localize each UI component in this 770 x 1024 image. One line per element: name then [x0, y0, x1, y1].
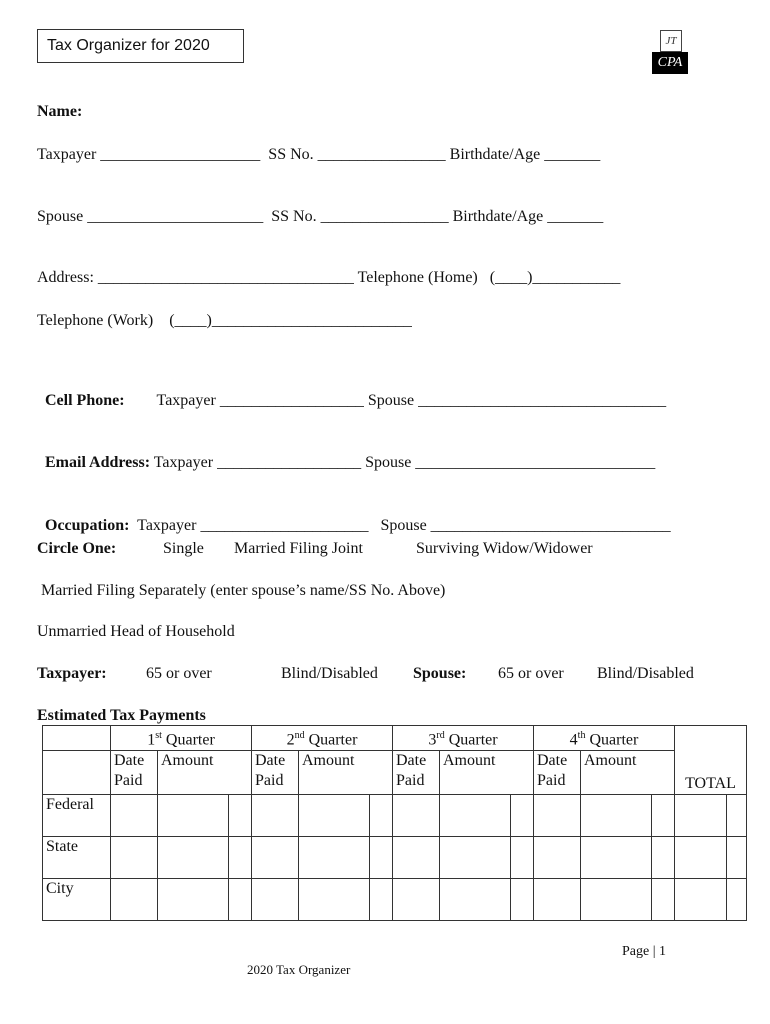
amount-header: Amount — [581, 751, 675, 795]
input-cell[interactable] — [675, 879, 727, 921]
input-cell[interactable] — [252, 795, 299, 837]
input-cell[interactable] — [393, 837, 440, 879]
date-paid-header: Date Paid — [393, 751, 440, 795]
input-cell[interactable] — [652, 837, 675, 879]
date-paid-header: Date Paid — [111, 751, 158, 795]
blank-label-cell — [43, 751, 111, 795]
status-head-of-household[interactable]: Unmarried Head of Household — [37, 623, 235, 640]
input-cell[interactable] — [111, 837, 158, 879]
input-cell[interactable] — [727, 795, 747, 837]
logo-mark-icon: JT — [660, 30, 682, 52]
status-married-joint[interactable]: Married Filing Joint — [234, 540, 363, 557]
input-cell[interactable] — [252, 837, 299, 879]
input-cell[interactable] — [158, 795, 229, 837]
input-cell[interactable] — [727, 879, 747, 921]
taxpayer-info-line[interactable]: Taxpayer ____________________ SS No. ________________ Birthdate/Age _______ — [37, 146, 601, 163]
input-cell[interactable] — [581, 879, 652, 921]
date-paid-header: Date Paid — [252, 751, 299, 795]
input-cell[interactable] — [111, 879, 158, 921]
cell-phone-label: Cell Phone: — [45, 392, 125, 409]
document-title: Tax Organizer for 2020 — [37, 29, 244, 63]
quarter-3-header: 3rd Quarter — [393, 726, 534, 751]
date-paid-header: Date Paid — [534, 751, 581, 795]
cell-phone-fields[interactable]: Taxpayer __________________ Spouse _______________________________ — [156, 392, 667, 409]
input-cell[interactable] — [511, 795, 534, 837]
input-cell[interactable] — [229, 879, 252, 921]
input-cell[interactable] — [440, 837, 511, 879]
amount-header: Amount — [299, 751, 393, 795]
row-label-federal: Federal — [43, 795, 111, 837]
occupation-row[interactable] — [37, 499, 671, 535]
email-fields[interactable]: Taxpayer __________________ Spouse ______________________________ — [150, 454, 656, 471]
footer-title: 2020 Tax Organizer — [247, 962, 351, 977]
subheader-row — [43, 751, 747, 795]
logo-text: CPA — [652, 52, 688, 74]
occupation-label: Occupation: — [45, 517, 130, 534]
input-cell[interactable] — [370, 879, 393, 921]
spouse-status-label: Spouse: — [413, 665, 467, 682]
input-cell[interactable] — [299, 795, 370, 837]
spouse-65-option[interactable]: 65 or over — [498, 665, 564, 682]
input-cell[interactable] — [675, 795, 727, 837]
spouse-info-line[interactable]: Spouse ______________________ SS No. ________________ Birthdate/Age _______ — [37, 208, 604, 225]
input-cell[interactable] — [534, 837, 581, 879]
input-cell[interactable] — [652, 795, 675, 837]
input-cell[interactable] — [511, 879, 534, 921]
input-cell[interactable] — [511, 837, 534, 879]
page-number: Page | 1 — [622, 944, 667, 959]
table-row — [43, 879, 747, 921]
amount-header: Amount — [158, 751, 252, 795]
input-cell[interactable] — [440, 795, 511, 837]
taxpayer-blind-option[interactable]: Blind/Disabled — [281, 665, 378, 682]
row-label-city: City — [43, 879, 111, 921]
input-cell[interactable] — [534, 879, 581, 921]
quarter-4-header: 4th Quarter — [534, 726, 675, 751]
quarter-header-row — [43, 726, 747, 751]
spouse-blind-option[interactable]: Blind/Disabled — [597, 665, 694, 682]
circle-one-label: Circle One: — [37, 540, 117, 557]
name-heading: Name: — [37, 103, 83, 120]
input-cell[interactable] — [111, 795, 158, 837]
input-cell[interactable] — [299, 837, 370, 879]
input-cell[interactable] — [727, 837, 747, 879]
email-row[interactable] — [37, 436, 655, 472]
occupation-fields[interactable]: Taxpayer _____________________ Spouse ______________________________ — [129, 517, 671, 534]
quarter-1-header: 1st Quarter — [111, 726, 252, 751]
taxpayer-65-option[interactable]: 65 or over — [146, 665, 212, 682]
input-cell[interactable] — [252, 879, 299, 921]
estimated-payments-table — [42, 725, 747, 921]
table-row — [43, 795, 747, 837]
input-cell[interactable] — [534, 795, 581, 837]
input-cell[interactable] — [370, 795, 393, 837]
estimated-payments-heading: Estimated Tax Payments — [37, 707, 206, 724]
input-cell[interactable] — [370, 837, 393, 879]
cpa-logo — [650, 30, 690, 78]
input-cell[interactable] — [299, 879, 370, 921]
email-label: Email Address: — [45, 454, 151, 471]
quarter-2-header: 2nd Quarter — [252, 726, 393, 751]
input-cell[interactable] — [393, 879, 440, 921]
cell-phone-row[interactable] — [37, 374, 666, 410]
table-row — [43, 837, 747, 879]
input-cell[interactable] — [158, 837, 229, 879]
status-widow[interactable]: Surviving Widow/Widower — [416, 540, 593, 557]
work-phone-line[interactable]: Telephone (Work) (____)_________________________ — [37, 312, 412, 329]
blank-corner-cell — [43, 726, 111, 751]
status-single[interactable]: Single — [163, 540, 204, 557]
row-label-state: State — [43, 837, 111, 879]
input-cell[interactable] — [675, 837, 727, 879]
input-cell[interactable] — [158, 879, 229, 921]
total-header: TOTAL — [675, 726, 747, 795]
input-cell[interactable] — [652, 879, 675, 921]
status-married-separately[interactable]: Married Filing Separately (enter spouse’s name/SS No. Above) — [37, 582, 446, 599]
taxpayer-status-label: Taxpayer: — [37, 665, 107, 682]
input-cell[interactable] — [229, 837, 252, 879]
input-cell[interactable] — [581, 795, 652, 837]
address-line[interactable]: Address: ________________________________ Telephone (Home) (____)___________ — [37, 269, 621, 286]
input-cell[interactable] — [440, 879, 511, 921]
amount-header: Amount — [440, 751, 534, 795]
input-cell[interactable] — [229, 795, 252, 837]
input-cell[interactable] — [393, 795, 440, 837]
input-cell[interactable] — [581, 837, 652, 879]
